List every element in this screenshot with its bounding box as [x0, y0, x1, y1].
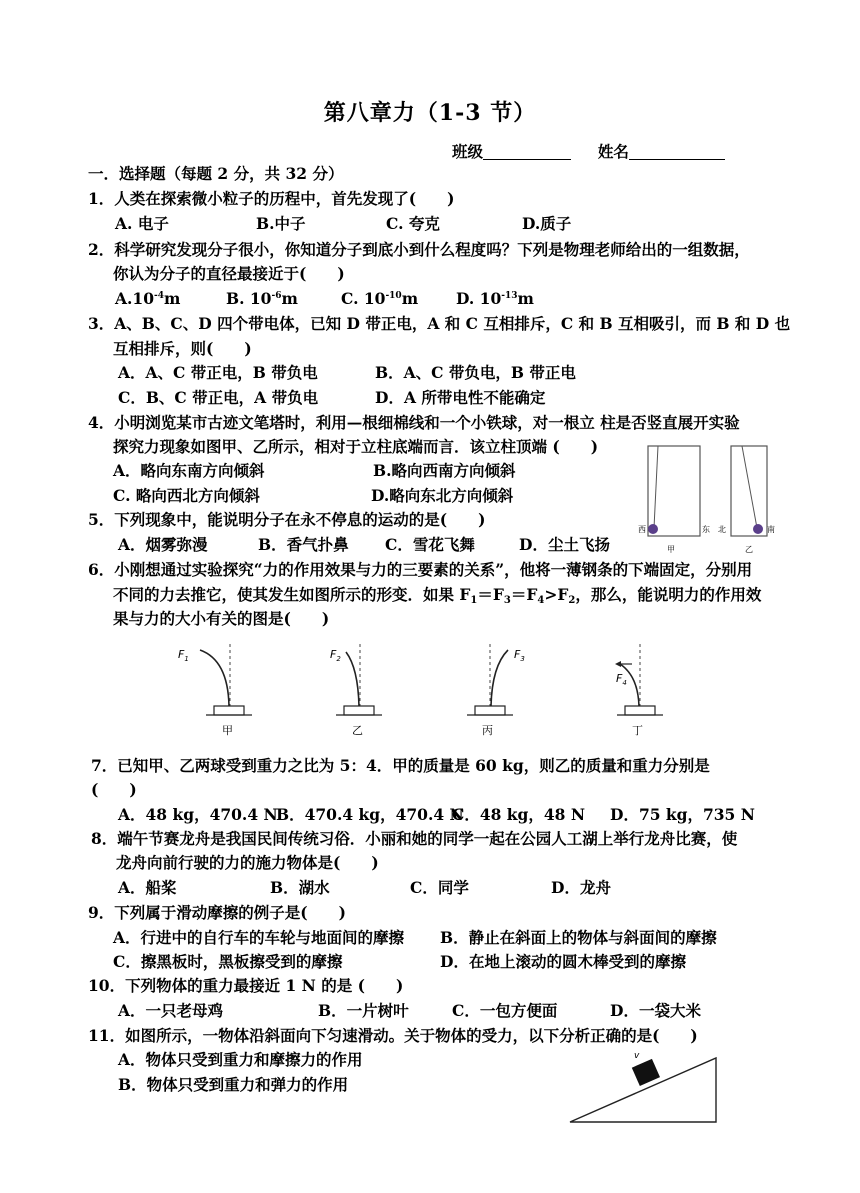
q7-option-d[interactable]: D．75 kg，735 N — [610, 805, 755, 824]
q2-option-c[interactable]: C. $10^{-10}m$ — [341, 289, 419, 308]
q4-option-a[interactable]: A．略向东南方向倾斜 — [113, 461, 265, 480]
q10-option-c[interactable]: C．一包方便面 — [452, 1001, 558, 1020]
q4-option-d[interactable]: D.略向东北方向倾斜 — [371, 486, 514, 505]
q5-stem: 5．下列现象中，能说明分子在永不停息的运动的是( ) — [88, 510, 486, 529]
pendulum-jia — [638, 446, 710, 554]
force-label-f1: $F_1$ — [178, 648, 189, 663]
q6-stem-line3: 果与力的大小有关的图是( ) — [113, 609, 330, 628]
direction-north: 北 — [718, 525, 726, 534]
q1-option-c[interactable]: C. 夸克 — [386, 214, 440, 233]
q11-option-a[interactable]: A．物体只受到重力和摩擦力的作用 — [118, 1050, 363, 1069]
q4-option-c[interactable]: C. 略向西北方向倾斜 — [113, 486, 260, 505]
q2-option-a[interactable]: $A.10^{-4}m$ — [115, 289, 181, 308]
q3-stem-line2: 互相排斥，则( ) — [113, 339, 252, 358]
q7-option-c[interactable]: C．48 kg，48 N — [452, 805, 586, 824]
q11-option-b[interactable]: B．物体只受到重力和弹力的作用 — [118, 1075, 349, 1094]
q11-incline-figure — [566, 1046, 726, 1126]
steel-strip-yi — [330, 644, 382, 737]
q10-option-b[interactable]: B．一片树叶 — [318, 1001, 409, 1020]
q2-stem-line1: 2．科学研究发现分子很小，你知道分子到底小到什么程度吗？下列是物理老师给出的一组数据， — [88, 240, 750, 259]
student-info — [452, 140, 725, 162]
direction-east: 东 — [702, 525, 710, 534]
steel-strip-ding — [615, 644, 663, 737]
q3-option-b[interactable]: B．A、C 带负电，B 带正电 — [375, 363, 576, 382]
q1-option-d[interactable]: D.质子 — [522, 214, 572, 233]
q9-option-d[interactable]: D．在地上滚动的圆木棒受到的摩擦 — [440, 952, 686, 971]
q8-option-d[interactable]: D．龙舟 — [551, 878, 611, 897]
direction-south: 南 — [767, 525, 775, 534]
pendulum-yi — [718, 446, 775, 554]
q6-stem-line1: 6．小刚想通过实验探究“力的作用效果与力的三要素的关系”，他将一薄钢条的下端固定，分别用 — [88, 560, 753, 579]
q3-option-a[interactable]: A．A、C 带正电，B 带负电 — [118, 363, 318, 382]
steel-strip-jia — [178, 644, 252, 737]
arrow-left-icon — [615, 661, 621, 667]
name-label: 姓名 — [597, 142, 629, 161]
q8-stem-line2: 龙舟向前行驶的力的施力物体是( ) — [116, 853, 379, 872]
figure-caption-jia: 甲 — [667, 545, 675, 554]
figure-caption-bing: 丙 — [482, 724, 493, 737]
name-blank[interactable] — [629, 143, 725, 160]
q8-stem-line1: 8．端午节赛龙舟是我国民间传统习俗．小丽和她的同学一起在公园人工湖上举行龙舟比赛，使 — [91, 829, 738, 848]
q2-option-d[interactable]: D. $10^{-13}m$ — [456, 289, 534, 308]
q10-option-a[interactable]: A．一只老母鸡 — [118, 1001, 224, 1020]
velocity-label: v — [634, 1051, 640, 1061]
q4-stem-line1: 4．小明浏览某市古迹文笔塔时，利用—根细棉线和一个小铁球，对一根立 柱是否竖直展开实验 — [88, 413, 740, 432]
q5-option-d[interactable]: D．尘土飞扬 — [519, 535, 610, 554]
q9-stem: 9．下列属于滑动摩擦的例子是( ) — [88, 903, 346, 922]
q10-stem: 10．下列物体的重力最接近 1 N 的是 ( ) — [88, 976, 404, 995]
figure-caption-jia: 甲 — [222, 724, 233, 737]
force-label-f4: $F_4$ — [616, 672, 627, 687]
q1-option-b[interactable]: B.中子 — [256, 214, 306, 233]
q7-stem-line1: 7．已知甲、乙两球受到重力之比为 5：4．甲的质量是 60 kg，则乙的质量和重力分别是 — [91, 756, 710, 775]
q9-option-a[interactable]: A．行进中的自行车的车轮与地面间的摩擦 — [113, 928, 405, 947]
steel-strip-bing — [467, 644, 525, 737]
q7-stem-line2: ( ) — [91, 780, 137, 799]
class-label: 班级 — [452, 142, 484, 161]
q10-option-d[interactable]: D．一袋大米 — [610, 1001, 701, 1020]
q8-option-a[interactable]: A．船桨 — [118, 878, 177, 897]
figure-caption-yi: 乙 — [745, 545, 753, 554]
q6-stem-line2: 不同的力去推它，使其发生如图所示的形变．如果 $F_1=F_3=F_4>F_2$，那么，能说明力的作用效 — [113, 585, 762, 606]
q1-stem: 1．人类在探索微小粒子的历程中，首先发现了( ) — [88, 189, 455, 208]
q11-stem: 11．如图所示，一物体沿斜面向下匀速滑动。关于物体的受力，以下分析正确的是( ) — [88, 1026, 698, 1045]
class-blank[interactable] — [483, 143, 571, 160]
force-label-f2: $F_2$ — [330, 648, 341, 663]
q4-option-b[interactable]: B.略向西南方向倾斜 — [373, 461, 516, 480]
figure-caption-yi: 乙 — [352, 724, 363, 737]
q1-option-a[interactable]: A. 电子 — [115, 214, 169, 233]
direction-west: 西 — [638, 525, 646, 534]
q9-option-b[interactable]: B．静止在斜面上的物体与斜面间的摩擦 — [440, 928, 717, 947]
section-heading: 一．选择题（每题 2 分，共 32 分） — [88, 164, 344, 183]
q5-option-a[interactable]: A．烟雾弥漫 — [118, 535, 208, 554]
q5-option-c[interactable]: C．雪花飞舞 — [385, 535, 475, 554]
q5-option-b[interactable]: B．香气扑鼻 — [258, 535, 349, 554]
q4-stem-line2: 探究力现象如图甲、乙所示，相对于立柱底端而言．该立柱顶端 ( ) — [113, 437, 599, 456]
q8-option-c[interactable]: C．同学 — [410, 878, 469, 897]
q3-option-d[interactable]: D．A 所带电性不能确定 — [375, 388, 546, 407]
iron-ball-icon — [753, 524, 763, 534]
page-title: 第八章力（1-3 节） — [323, 100, 537, 126]
force-label-f3: $F_3$ — [514, 648, 525, 663]
q2-stem-line2: 你认为分子的直径最接近于( ) — [113, 264, 345, 283]
figure-caption-ding: 丁 — [632, 724, 643, 737]
q3-option-c[interactable]: C．B、C 带正电，A 带负电 — [118, 388, 319, 407]
q3-stem-line1: 3．A、B、C、D 四个带电体，已知 D 带正电，A 和 C 互相排斥，C 和 B 互相吸引，而 B 和 D 也 — [88, 314, 791, 333]
q4-pendulum-figure — [632, 440, 777, 556]
q8-option-b[interactable]: B．湖水 — [270, 878, 330, 897]
iron-ball-icon — [648, 524, 658, 534]
q2-option-b[interactable]: B. $10^{-6}m$ — [226, 289, 298, 308]
sliding-block — [632, 1059, 660, 1086]
q9-option-c[interactable]: C．擦黑板时，黑板擦受到的摩擦 — [113, 952, 343, 971]
q7-option-b[interactable]: B．470.4 kg，470.4 N — [276, 805, 464, 824]
q6-steel-strip-figure — [170, 638, 670, 748]
q7-option-a[interactable]: A．48 kg，470.4 N — [118, 805, 278, 824]
